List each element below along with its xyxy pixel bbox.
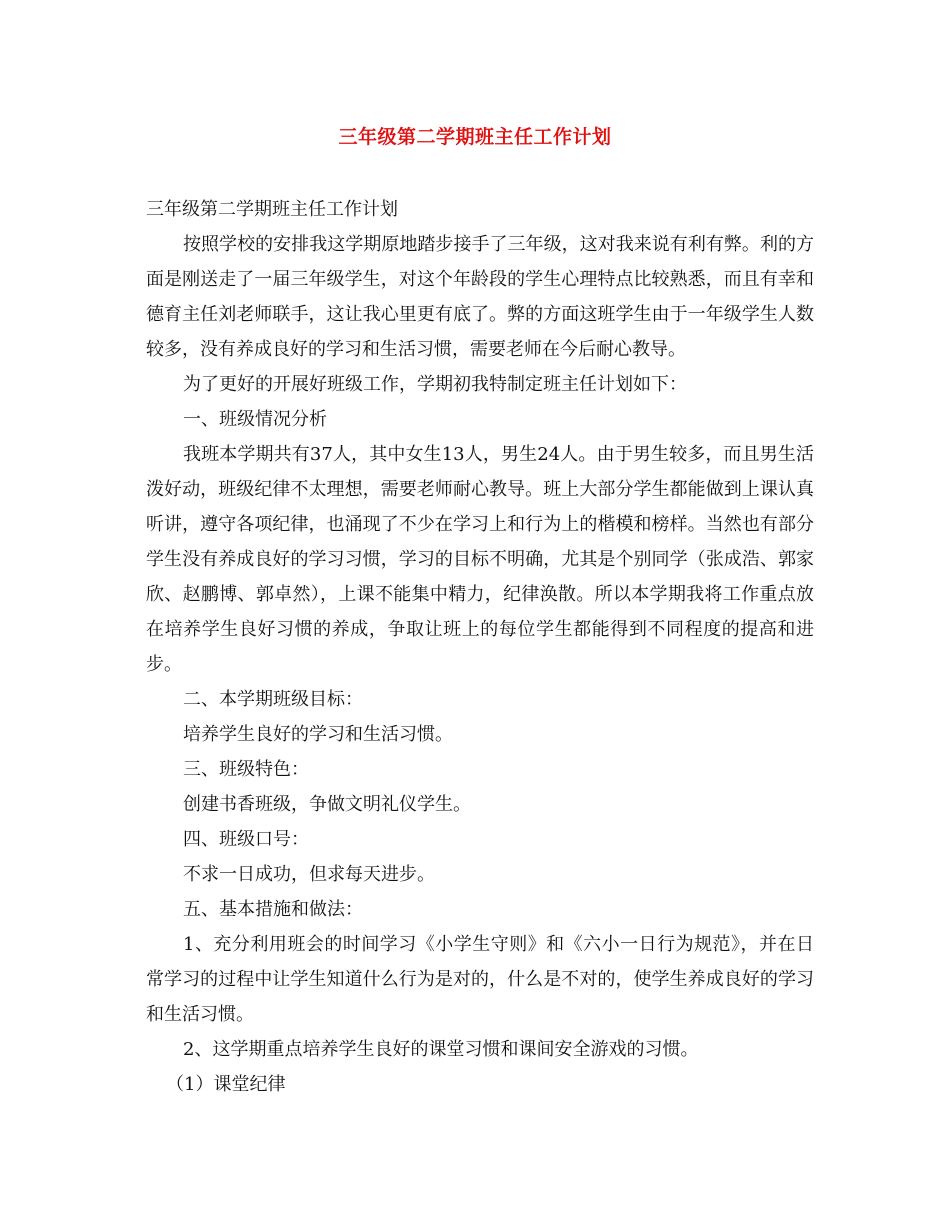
paragraph-measure-1: 1、充分利用班会的时间学习《小学生守则》和《六小一日行为规范》，并在日常学习的过程中让学生知道什么行为是对的，什么是不对的，使学生养成良好的学习和生活习惯。 <box>146 934 814 1025</box>
section-heading-feature: 三、班级特色： <box>183 759 309 780</box>
paragraph-plan-lead: 为了更好的开展好班级工作，学期初我特制定班主任计划如下： <box>183 374 687 395</box>
section-heading-class-analysis: 一、班级情况分析 <box>183 409 327 430</box>
paragraph-measure-2: 2、这学期重点培养学生良好的课堂习惯和课间安全游戏的习惯。 <box>183 1039 699 1060</box>
paragraph-heading: 三年级第二学期班主任工作计划 <box>146 199 398 220</box>
paragraph-feature: 创建书香班级，争做文明礼仪学生。 <box>183 794 471 815</box>
section-heading-measures: 五、基本措施和做法： <box>183 899 363 920</box>
document-body <box>146 192 814 1102</box>
paragraph-goal: 培养学生良好的学习和生活习惯。 <box>183 724 453 745</box>
document-title: 三年级第二学期班主任工作计划 <box>338 126 612 148</box>
paragraph-intro: 按照学校的安排我这学期原地踏步接手了三年级，这对我来说有利有弊。利的方面是刚送走了一届三年级学生，对这个年龄段的学生心理特点比较熟悉，而且有幸和德育主任刘老师联手，这让我心里更有底了。弊的方面这班学生由于一年级学生人数较多，没有养成良好的学习和生活习惯，需要老师在今后耐心教导。 <box>146 234 814 360</box>
paragraph-class-analysis: 我班本学期共有37人，其中女生13人，男生24人。由于男生较多，而且男生活泼好动，班级纪律不太理想，需要老师耐心教导。班上大部分学生都能做到上课认真听讲，遵守各项纪律，也涌现了不少在学习上和行为上的楷模和榜样。当然也有部分学生没有养成良好的学习习惯，学习的目标不明确，尤其是个别同学（张成浩、郭家欣、赵鹏博、郭卓然），上课不能集中精力，纪律涣散。所以本学期我将工作重点放在培养学生良好习惯的养成，争取让班上的每位学生都能得到不同程度的提高和进步。 <box>146 444 814 675</box>
section-heading-slogan: 四、班级口号： <box>183 829 309 850</box>
subheading-classroom-discipline: （1）课堂纪律 <box>166 1074 286 1095</box>
section-heading-goal: 二、本学期班级目标： <box>183 689 363 710</box>
paragraph-slogan: 不求一日成功，但求每天进步。 <box>183 864 435 885</box>
